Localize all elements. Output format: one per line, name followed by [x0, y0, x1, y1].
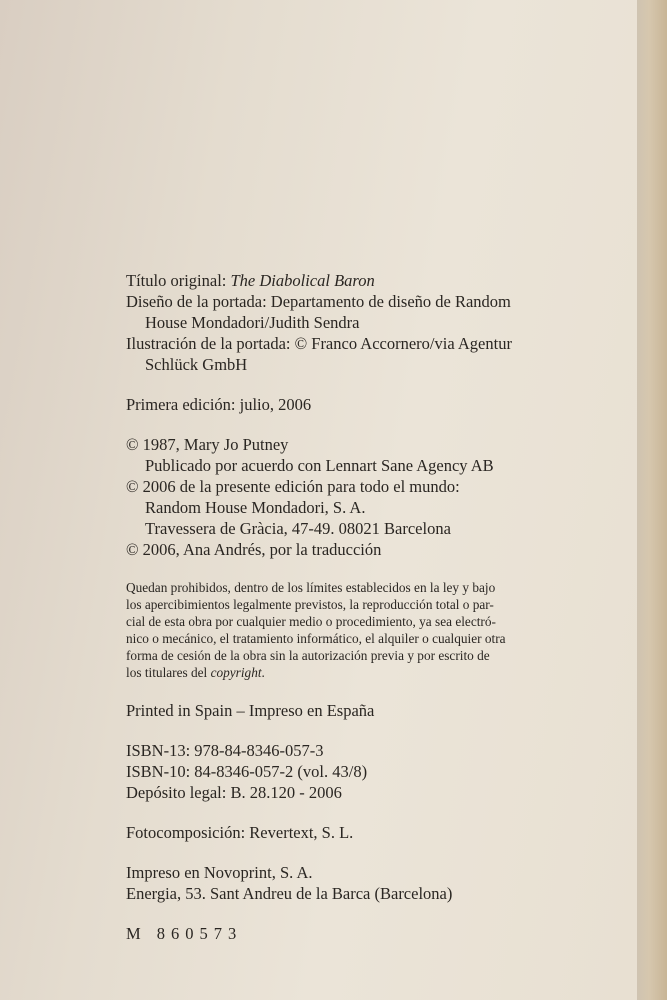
legal-notice: Quedan prohibidos, dentro de los límites establecidos en la ley y bajo los apercibimientos legalmente previstos, la reproducción total o par- cial de esta obra por cualquier medio o procedimiento, ya sea electró- nico o mecánico, el tratamiento informático, el alquiler o cualquier otra forma de cesión de la obra sin la autorización previa y por escrito de los titulares del copyright.	[126, 580, 506, 680]
printer-address: Energia, 53. Sant Andreu de la Barca (Barcelona)	[126, 884, 453, 903]
copyright-agency: Publicado por acuerdo con Lennart Sane Agency AB	[145, 456, 494, 475]
copyright-author: © 1987, Mary Jo Putney	[126, 435, 289, 454]
copyright-translation: © 2006, Ana Andrés, por la traducción	[126, 540, 382, 559]
bleed-through-title	[170, 0, 550, 270]
original-title: The Diabolical Baron	[230, 271, 375, 290]
copyright-edition: © 2006 de la presente edición para todo el mundo:	[126, 477, 460, 496]
printer-name: Impreso en Novoprint, S. A.	[126, 863, 313, 882]
publisher-address: Travessera de Gràcia, 47-49. 08021 Barcelona	[145, 519, 451, 538]
cover-illustration-line-2: Schlück GmbH	[145, 355, 248, 374]
edition-line: Primera edición: julio, 2006	[126, 395, 312, 414]
original-title-line: Título original: The Diabolical Baron	[126, 271, 375, 290]
copyright-page-text	[126, 270, 586, 944]
cover-design-line-2: House Mondadori/Judith Sendra	[145, 313, 360, 332]
isbn-13: ISBN-13: 978-84-8346-057-3	[126, 741, 324, 760]
printed-in-spain: Printed in Spain – Impreso en España	[126, 701, 375, 720]
cover-design-line: Diseño de la portada: Departamento de diseño de Random	[126, 292, 511, 311]
cover-illustration-line: Ilustración de la portada: © Franco Accornero/via Agentur	[126, 334, 512, 353]
typesetting-credit: Fotocomposición: Revertext, S. L.	[126, 823, 354, 842]
publisher-name: Random House Mondadori, S. A.	[145, 498, 366, 517]
isbn-10: ISBN-10: 84-8346-057-2 (vol. 43/8)	[126, 762, 368, 781]
print-code: M 860573	[126, 924, 243, 943]
legal-deposit: Depósito legal: B. 28.120 - 2006	[126, 783, 342, 802]
page-edge	[637, 0, 667, 1000]
